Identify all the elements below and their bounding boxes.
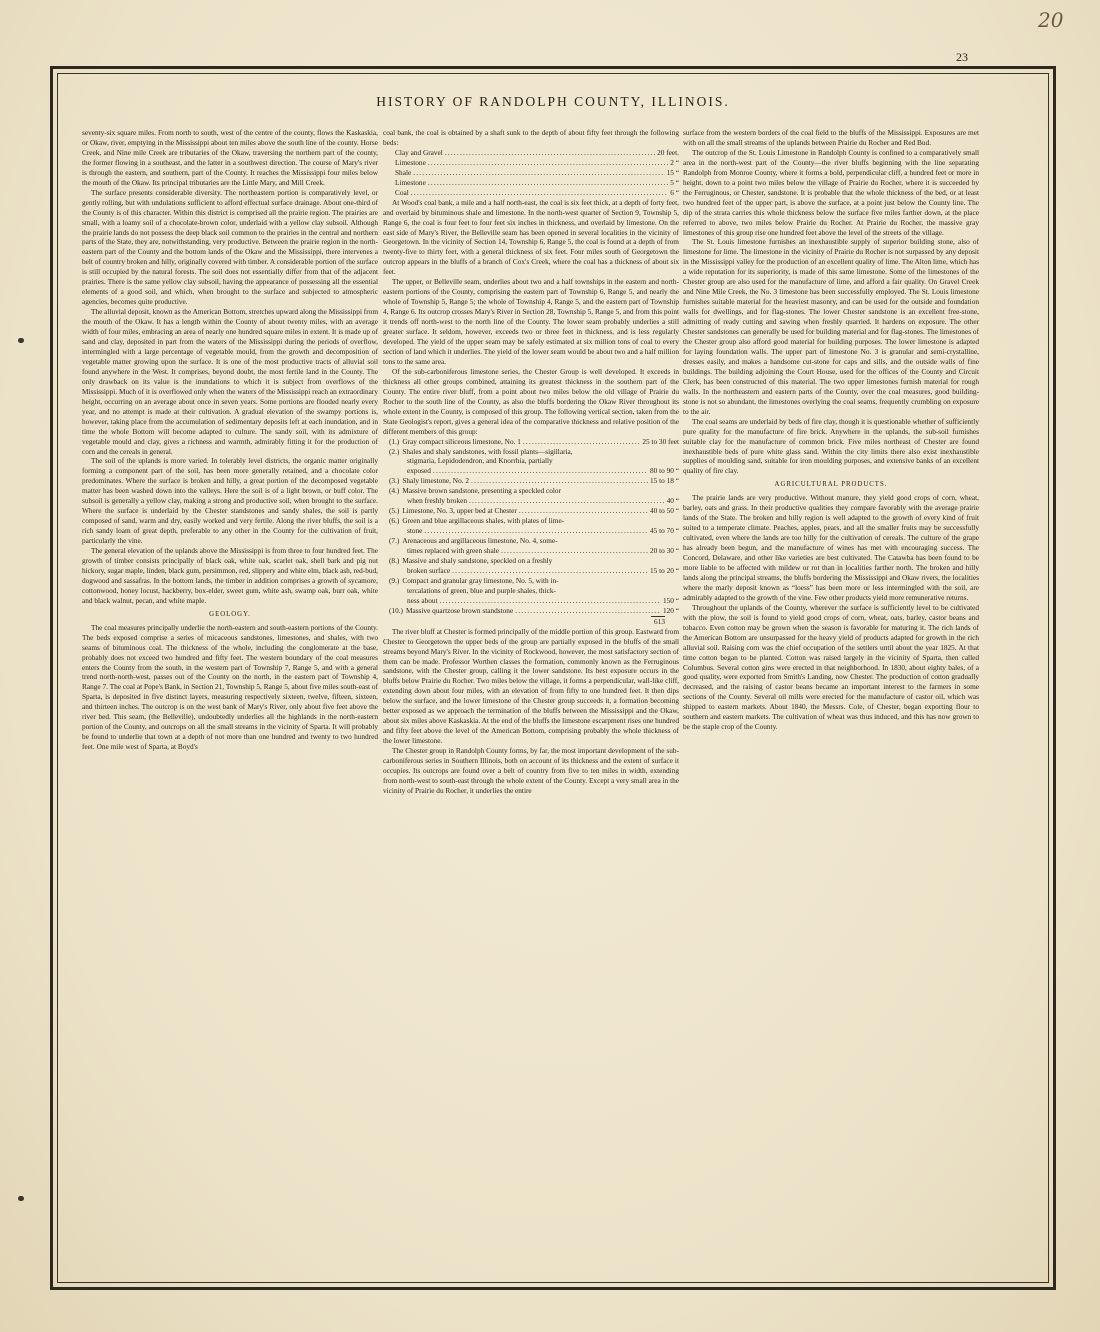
text-column-middle bbox=[383, 128, 679, 1263]
stratum-thickness: 40 “ bbox=[666, 496, 679, 506]
paragraph: The surface presents considerable diversity. The northeastern portion is comparatively level, or gently rolling, but with undulations sufficient to afford effectual surface drainage. About one-third of the County is of this character. Within this district is comprised all the prairie region. The prairies are small, with a loamy soil of a chocolate-brown color, underlaid with a yellow clay subsoil. Although the prairie lands do not possess the deep black soil common to the prairies in the central and northern parts of the State, they are, notwithstanding, very productive. Between the prairie region in the north-eastern part of the County and the bottom lands of the Okaw and the Mississippi, there intervenes a belt of country broken and hilly, originally covered with timber. A considerable portion of the surface is still occupied by the natural forests. The soil does not essentially differ from that of the adjacent prairies. There is the same yellow clay subsoil, having the appearance of possessing all the essential elements of a good soil, and which, when brought to the surface and subjected to atmospheric agencies, becomes quite productive. bbox=[82, 187, 378, 307]
paragraph: The outcrop of the St. Louis Limestone in Randolph County is confined to a comparatively small area in the north-west part of the County—the river bluffs beginning with the line separating Randolph from Monroe County, where it forms a bold, perpendicular cliff, a hundred feet or more in height, down to a point two miles below the village of Prairie du Rocher, where it is succeeded by the Ferruginous, or Chester, sandstone. It is probable that the whole thickness of the bed, or at least two hundred feet of the upper part, is above the surface, at a point just below the County line. The dip of the strata carries this whole thickness below the surface five miles farther down, at the place referred to above, two miles below Prairie du Rocher. At Prairie du Rocher, the massive gray limestones of this group rise one hundred feet above the level of the streets of the village. bbox=[683, 147, 979, 237]
stratum-description: when freshly broken bbox=[407, 496, 467, 506]
stratum-thickness: 15 to 20 “ bbox=[650, 565, 679, 575]
chester-group-section-table bbox=[383, 437, 679, 616]
stratum-line bbox=[383, 546, 679, 556]
stratum-description: Massive and shaly sandstone, speckled on a freshly bbox=[402, 555, 553, 565]
stratum-description: exposed bbox=[407, 466, 431, 476]
stratum-description: Green and blue argillaceous shales, with plates of lime- bbox=[402, 516, 565, 526]
stratum-description: times replaced with green shale bbox=[407, 546, 499, 556]
paragraph: coal bank, the coal is obtained by a shaft sunk to the depth of about fifty feet through the following beds: bbox=[383, 128, 679, 147]
stratum-number: (6.) bbox=[389, 516, 400, 526]
stratum-description: Compact and granular gray limestone, No. 5, with in- bbox=[402, 575, 559, 585]
stratum-description: Massive quartzose brown standstone bbox=[405, 605, 514, 615]
stratum-thickness: 80 to 90 “ bbox=[650, 466, 679, 476]
stratum-line bbox=[383, 516, 679, 526]
stratum-entry bbox=[383, 506, 679, 516]
stratum-number: (1.) bbox=[389, 436, 400, 446]
stratum-number: (7.) bbox=[389, 536, 400, 546]
stratum-line bbox=[383, 486, 679, 496]
stratum-thickness: 45 to 70 “ bbox=[650, 526, 679, 536]
text-column-right bbox=[683, 128, 979, 1263]
stratum-thickness: 120 “ bbox=[662, 605, 679, 615]
stratum-entry bbox=[383, 576, 679, 606]
paragraph: seventy-six square miles. From north to south, west of the centre of the county, flows the Kaskaskia, or Okaw, river, emptying in the Mississippi about ten miles above the south line of the county. Horse Creek, and Nine mile Creek are tributaries of the Okaw, traversing the northern part of the county, the former flowing in a southeast, and the latter in a southwest direction. The course of Mary's river is through the eastern, and southern, part of the County. It reaches the Mississippi four miles below the mouth of the Okaw. Its principal tributaries are the Little Mary, and Mill Creek. bbox=[82, 128, 378, 187]
stratum-line bbox=[383, 437, 679, 447]
bed-thickness: 6 “ bbox=[670, 187, 679, 197]
paragraph: The St. Louis limestone furnishes an inexhaustible supply of superior building stone, also of limestone for lime. The limestone in the vicinity of Prairie du Rocher is not surpassed by any deposit in the Mississippi valley for the production of an excellent quality of lime. The Alton lime, which has a wide reputation for its superiority, is made of this same limestone. Some of the limestones of the Chester group are also used for the manufacture of lime, and afford a fair quality. On Gravel Creek and Nine Mile Creek, the No. 3 limestone has been successfully employed. The St. Louis limestone furnishes suitable material for the heaviest masonry, and can be used for the outside and foundation walls for dwellings, and for flag-stones. The lower Chester sandstone is an excellent free-stone, admitting of ready cutting and sawing when freshly quarried. It hardens on exposure. The other Chester sandstones can generally be used for building material and for flag-stones. The limestones of the Chester group also afford good material for building purposes. The lower limestone is adapted for laying foundation walls. The upper part of limestone No. 3 is granular and semi-crystalline, dresses easily, and makes a handsome cut-stone for caps and sills, and the outside walls of fine buildings. The building adjoining the Court House, used for the offices of the County and Circuit Clerk, has been constructed of this material. The two upper limestones furnish material for rough walls. In the northeastern and eastern parts of the County, over the coal measures, good building-stone is not so abundant, the limestones overlying the coal seams, frequently crumbling on exposure to the air. bbox=[683, 237, 979, 416]
stratum-description: broken surface bbox=[407, 565, 451, 575]
page-title: HISTORY OF RANDOLPH COUNTY, ILLINOIS. bbox=[376, 94, 730, 109]
bed-thickness: 15 “ bbox=[666, 167, 679, 177]
binding-hole-mark bbox=[18, 338, 24, 343]
stratum-description: Limestone, No. 3, upper bed at Chester bbox=[402, 506, 517, 516]
stratum-line bbox=[383, 596, 679, 606]
handwritten-page-number: 20 bbox=[1038, 8, 1064, 32]
paragraph: Of the sub-carboniferous limestone series, the Chester Group is well developed. It exceeds in thickness all other groups combined, attaining its greatest thickness in the southern part of the County. The entire river bluff, from a point about two miles below the old village of Prairie du Rocher to the south line of the County, as also the bluffs bordering the Okaw River throughout its whole extent in the County, is composed of this group. The following vertical section, taken from the State Geologist's report, gives a general idea of the comparative thickness and relative position of the different members of this group: bbox=[383, 366, 679, 436]
binding-hole-mark bbox=[18, 1196, 24, 1201]
stratum-number: (3.) bbox=[389, 476, 400, 486]
stratum-entry bbox=[383, 516, 679, 536]
stratum-line bbox=[383, 506, 679, 516]
paragraph: The river bluff at Chester is formed principally of the middle portion of this group. Eastward from Chester to Georgetown the upper beds of the group are partially exposed in the bluffs of the small streams beyond Mary's River. In the vicinity of Rockwood, however, the most satisfactory section of them can be made. Professor Worthen classes the formation, commonly known as the Ferruginous sandstone, with the Chester group, calling it the lower sandstone. Its best exposure occurs in the bluffs below Prairie du Rocher. Two miles below the village, it forms a perpendicular, wall-like cliff, extending down about four miles, with an elevation of from fifty to one hundred feet. It then dips below the surface, and the lower limestone of the Chester group succeeds it, a formation becoming better exposed as we approach the termination of the bluffs between the Mississippi and the Okaw, about six miles above Kaskaskia. At the end of the bluffs the limestone escarpment rises one hundred and fifty feet above the level of the American Bottom, comprising probably the whole thickness of the lower limestone. bbox=[383, 626, 679, 746]
stratum-line bbox=[383, 566, 679, 576]
stratum-line bbox=[383, 556, 679, 566]
bed-name: Coal bbox=[395, 187, 409, 197]
bed-name: Limestone bbox=[395, 157, 426, 167]
stratum-entry bbox=[383, 486, 679, 506]
paragraph: The upper, or Belleville seam, underlies about two and a half townships in the eastern and north-eastern portions of the County, comprising the eastern part of Township 6, Range 5, and nearly the whole of Township 5, Range 5; the whole of Township 4, Range 5, and the eastern part of Township 4, Range 6. Its outcrop crosses Mary's River in Section 28, Township 5, Range 5, and from this point it trends off north-west to the north line of the County. The lower seam probably underlies a still greater surface. It seldom, however, exceeds two or three feet in thickness, and is less regularly developed. The yield of the upper seam may be safely estimated at six million tons of coal to every section of land which it underlies. The yield of the lower seam would be about two and a half million tons to the same area. bbox=[383, 277, 679, 366]
stratum-thickness: 25 to 30 feet bbox=[642, 436, 679, 446]
paragraph: surface from the western borders of the coal field to the bluffs of the Mississippi. Exposures are met with on all the small streams of the uplands between Prairie du Rocher and Red Bud. bbox=[683, 128, 979, 147]
paragraph: The coal seams are underlaid by beds of fire clay, though it is questionable whether of sufficiently pure quality for the manufacture of fire brick. Anywhere in the uplands, the sub-soil furnishes suitable clay for the manufacture of common brick. Five miles northeast of Chester are found inexhaustible beds of pure white glass sand. Within the city limits there also exist inexhaustible supplies of moulding sand, suitable for iron moulding purposes, and extensive banks of an excellent quality of fire clay. bbox=[683, 416, 979, 476]
stratum-line bbox=[383, 576, 679, 586]
stratum-entry bbox=[383, 606, 679, 616]
bed-row bbox=[383, 178, 679, 188]
bed-row bbox=[383, 148, 679, 158]
bed-thickness: 20 feet. bbox=[657, 147, 679, 157]
paragraph: The alluvial deposit, known as the American Bottom, stretches upward along the Mississippi from the mouth of the Okaw. It has a length within the County of about twenty miles, with an average width of four miles, embracing an area of nearly one hundred square miles in extent. It is made up of sand and clay, deposited in part from the waters of the Mississippi during the periods of overflow, intermingled with a large percentage of vegetable mould, from the growth and decomposition of vegetable matter growing upon the surface. It is one of the most productive tracts of alluvial soil found anywhere in the West. It comprises, beyond doubt, the most fertile land in the County. The only drawback on its value is the inundations to which it is subject from overflows of the Mississippi. Much of it is overflowed only when the waters of the Mississippi reach an extraordinary height, occurring on an average about once in seven years. Some portions are flooded nearly every year, and no attempt is made at their cultivation. A gradual elevation of the swampy portions is, however, taking place from the accumulation of sedimentary deposits left at each inundation, and in time the whole Bottom will become adapted to culture. The sandy soil, with its admixture of vegetable mould and clay, gives a richness and warmth, admirably fitting it for the production of corn and the cereals in general. bbox=[82, 307, 378, 456]
stratum-line bbox=[383, 526, 679, 536]
stratum-entry bbox=[383, 437, 679, 447]
stratum-description: stigmaria, Lepidodendron, and Knorrhia, partially bbox=[407, 456, 553, 466]
stratum-description: Gray compact siliceous limestone, No. 1 bbox=[402, 436, 521, 446]
stratum-description: Arenaceous and argillaceous limestone, No. 4, some- bbox=[402, 536, 558, 546]
bed-name: Clay and Gravel bbox=[395, 147, 443, 157]
page-number: 23 bbox=[956, 50, 968, 64]
section-heading-agricultural-products: AGRICULTURAL PRODUCTS. bbox=[774, 481, 888, 489]
paragraph: The soil of the uplands is more varied. In tolerably level districts, the organic matter originally forming a component part of the soil, has been more generally retained, and a chocolate color predominates. Where the surface is broken and hilly, a great portion of the decomposed vegetable matter has been washed down into the valleys. Here the soil is of a light brown, or buff color. The subsoil is generally a yellow clay, making a strong and productive soil, when brought to the surface. Where the surface is underlaid by the Chester standstones and sandy shales, the soil is partly composed of sand, warm and dry, easily worked and very fertile. Along the river bluffs, the soil is a rich sandy loam of great depth, preferable to any other in the County for the cultivation of fruit, particularly the vine. bbox=[82, 456, 378, 546]
bed-name: Shale bbox=[395, 167, 412, 177]
paragraph: The coal measures principally underlie the north-eastern and south-eastern portions of the County. The beds exposed comprise a series of micaceous sandstones, limestones, and shales, with two seams of bituminous coal. The thickness of the whole, including the conglomerate at the base, probably does not exceed two hundred and fifty feet. The western boundary of the coal measures enters the County from the south, in the western part of Township 7, Range 5, and with a general trend north-north-west, passes out of the County on the north, in the eastern part of Township 4, Range 7. The coal at Pope's Bank, in Section 21, Township 5, Range 5, about five miles south-east of Sparta, is deposited in five distinct layers, measuring respectively sixteen, twelve, fifteen, sixteen, and thirteen inches. The outcrop is on the west bank of Mary's River, only about five feet above the river bed. This seam, (the Belleville), undoubtedly underlies all the highlands in the north-eastern portion of the County, and outcrops on all the small streams in the vicinity of Sparta. It will probably be found to underlie that town at a depth of not more than one hundred and twenty to two hundred feet. One mile west of Sparta, at Boyd's bbox=[82, 622, 378, 752]
paragraph: The prairie lands are very productive. Without manure, they yield good crops of corn, wheat, barley, oats and grass. In their productive qualities they compare favorably with the average prairie lands of the State. The broken and hilly region is well adapted to the growth of every kind of fruit suited to a temperate climate. Peaches, apples, pears, and all the smaller fruits may be successfully cultivated, even where the lands are too hilly for the cultivation of cereals. The culture of the grape has already been begun, and the manufacture of wines has met with encouraging success. The Concord, Delaware, and other like varieties are best cultivated. The Catawba has been found to be more liable to be affected with mildew or rot than in localities farther north. The broken and hilly lands along the principal streams, the bluffs bordering the Mississippi and Okaw rivers, the localities where the marly deposit known as “loess” has been more or less intermingled with the soil, are admirably adapted to the growth of the vine. Few other products yield more remunerative returns. bbox=[683, 493, 979, 602]
stratum-thickness: 40 to 50 “ bbox=[650, 506, 679, 516]
section-heading-geology: GEOLOGY. bbox=[209, 610, 251, 618]
paragraph: The Chester group in Randolph County forms, by far, the most important development of the sub-carboniferous series in Southern Illinois, both on account of its thickness and the extent of surface it occupies. Its outcrops are found over a belt of country from five to ten miles in width, extending from north-west to south-east through the whole extent of the County. Except a very small area in the vicinity of Prairie du Rocher, it underlies the entire bbox=[383, 746, 679, 795]
stratum-number: (5.) bbox=[389, 506, 400, 516]
paragraph: The general elevation of the uplands above the Mississippi is from three to four hundred feet. The growth of timber consists principally of black oak, white oak, scarlet oak, shell bark and pig nut hickory, sugar maple, linden, black gum, persimmon, red, slippery and white elm, black ash, red-bud, dogwood and sassafras. In the bottom lands, the timber in addition comprises a growth of sycamore, cottonwood, honey locust, hackberry, box-elder, sweet gum, white ash, swamp oak, burr oak, white and black walnut, pecan, and white maple. bbox=[82, 546, 378, 605]
stratum-description: Massive brown sandstone, presenting a speckled color bbox=[402, 486, 562, 496]
paragraph: At Wood's coal bank, a mile and a half north-east, the coal is six feet thick, at a depth of forty feet, and overlaid by bituminous shale and limestone. In the north-west quarter of Section 9, Township 5, Range 6, the coal is four feet to four feet six inches in thickness, and overlaid by limestone. On the east side of Mary's River, the Belleville seam has been opened in several localities in the vicinity of Georgetown. In the vicinity of Section 14, Township 6, Range 5, the coal is found at a depth of from twenty-five to thirty feet, with a general thickness of six feet. Four miles south of Georgetown the outcrop appears in the bluffs of a branch of Cox's Creek, where the coal has a thickness of about six feet. bbox=[383, 197, 679, 277]
stratum-entry bbox=[383, 447, 679, 477]
stratum-thickness: 15 to 18 “ bbox=[650, 476, 679, 486]
stratum-line bbox=[383, 536, 679, 546]
stratum-description: ness about bbox=[407, 595, 438, 605]
bed-row bbox=[383, 188, 679, 198]
stratum-line bbox=[383, 496, 679, 506]
stratum-number: (10.) bbox=[389, 605, 403, 615]
stratum-line bbox=[383, 466, 679, 476]
stratum-entry bbox=[383, 556, 679, 576]
stratum-number: (9.) bbox=[389, 575, 400, 585]
stratum-thickness: 20 to 30 “ bbox=[650, 546, 679, 556]
stratum-description: stone bbox=[407, 526, 423, 536]
stratum-entry bbox=[383, 476, 679, 486]
stratum-thickness: 150 “ bbox=[662, 595, 679, 605]
coal-bank-beds-table bbox=[383, 148, 679, 198]
stratum-description: tercalations of green, blue and purple shales, thick- bbox=[407, 585, 556, 595]
stratum-description: Shales and shaly sandstones, with fossil plants—sigillaria, bbox=[402, 446, 573, 456]
stratum-number: (4.) bbox=[389, 486, 400, 496]
stratum-number: (8.) bbox=[389, 555, 400, 565]
section-total: 613 bbox=[654, 616, 665, 626]
bed-thickness: 2 “ bbox=[670, 157, 679, 167]
bed-name: Limestone bbox=[395, 177, 426, 187]
stratum-line bbox=[383, 447, 679, 457]
bed-thickness: 5 “ bbox=[670, 177, 679, 187]
bed-row bbox=[383, 168, 679, 178]
stratum-line bbox=[383, 606, 679, 616]
stratum-number: (2.) bbox=[389, 446, 400, 456]
paragraph: Throughout the uplands of the County, wherever the surface is sufficiently level to be cultivated with the plow, the soil is found to yield good crops of corn, wheat, oats, barley, castor beans and tobacco. Even cotton may be grown when the season is favorable for maturing it. The rich lands of the American Bottom are unsurpassed for the heavy yield of products adapted for growth in the rich alluvial soil. Raising corn was the chief occupation of the settlers until about the year 1825. At that time cotton began to be planted. Cotton was raised largely in the vicinity of Sparta, then called Columbus. Several cotton gins were erected in that neighborhood. In 1830, about eighty bales, of a good quality, were exported from Smith's Landing, now Chester. The production of cotton gradually decreased, and the raising of castor beans became an important interest to the farmers in some sections of the County. Several oil mills were erected for the manufacture of castor oil, which was shipped to eastern markets. About 1840, the Messrs. Cole, of Chester, began exporting flour to southern and eastern markets. The cultivation of wheat was thus induced, and this has now grown to be the staple crop of the County. bbox=[683, 602, 979, 732]
stratum-entry bbox=[383, 536, 679, 556]
bed-row bbox=[383, 158, 679, 168]
stratum-description: Shaly limestone, No. 2 bbox=[402, 476, 470, 486]
stratum-line bbox=[383, 476, 679, 486]
text-column-left bbox=[82, 128, 378, 1263]
